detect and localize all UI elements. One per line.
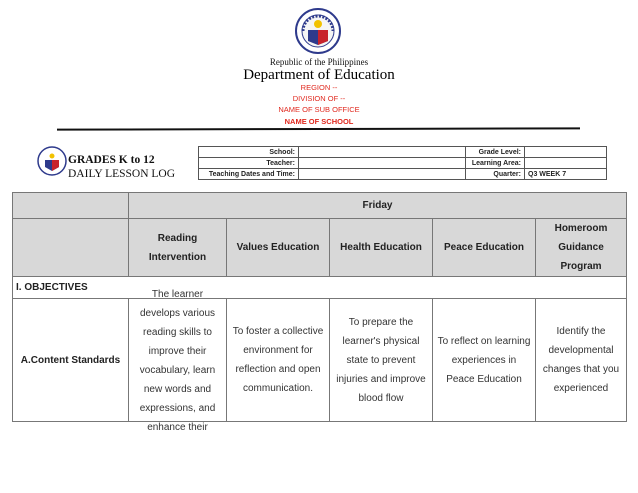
teaching-dates-label: Teaching Dates and Time: bbox=[199, 169, 299, 180]
learning-area-field[interactable] bbox=[525, 158, 607, 169]
subject-header: Peace Education bbox=[433, 219, 536, 277]
school-name-text: NAME OF SCHOOL bbox=[284, 117, 354, 126]
learning-area-label: Learning Area: bbox=[466, 158, 525, 169]
content-standard-text: Identify the developmental changes that you experienced bbox=[542, 326, 620, 394]
subject-header: Reading Intervention bbox=[129, 219, 227, 277]
subject-header: Homeroom Guidance Program bbox=[536, 219, 627, 277]
republic-text: Republic of the Philippines bbox=[269, 57, 369, 67]
content-standard-text: To foster a collective environment for reflection and open communication. bbox=[232, 326, 324, 394]
lesson-log-table bbox=[12, 192, 627, 433]
teacher-label: Teacher: bbox=[199, 158, 299, 169]
content-standard-cell bbox=[227, 299, 330, 422]
school-field[interactable] bbox=[299, 147, 466, 158]
dll-title-line2: DAILY LESSON LOG bbox=[68, 168, 176, 180]
sub-office-text: NAME OF SUB OFFICE bbox=[278, 105, 360, 114]
grade-level-field[interactable] bbox=[525, 147, 607, 158]
department-title: Department of Education bbox=[243, 67, 395, 83]
grade-level-label: Grade Level: bbox=[466, 147, 525, 158]
content-standard-text: To reflect on learning experiences in Peace Education bbox=[437, 335, 531, 385]
objectives-heading: I. OBJECTIVES bbox=[13, 277, 627, 299]
content-standard-text: The learner develops various reading skills to improve their vocabulary, learn new words and expressions, and enhance their bbox=[139, 289, 216, 433]
content-standard-cell bbox=[536, 299, 627, 422]
content-standard-cell bbox=[433, 299, 536, 422]
subject-header: Health Education bbox=[330, 219, 433, 277]
deped-small-seal-icon bbox=[37, 146, 67, 176]
subject-row-label-cell bbox=[13, 219, 129, 277]
info-table bbox=[198, 146, 607, 180]
content-standards-label: A.Content Standards bbox=[13, 299, 129, 422]
content-standard-cell bbox=[129, 289, 227, 433]
region-text: REGION -- bbox=[300, 83, 338, 92]
deped-seal-icon bbox=[295, 8, 341, 54]
quarter-field[interactable]: Q3 WEEK 7 bbox=[525, 169, 607, 180]
division-text: DIVISION OF -- bbox=[292, 94, 346, 103]
corner-cell bbox=[13, 193, 129, 219]
teacher-field[interactable] bbox=[299, 158, 466, 169]
teaching-dates-field[interactable] bbox=[299, 169, 466, 180]
day-header: Friday bbox=[129, 193, 627, 219]
dll-title bbox=[68, 153, 175, 181]
subject-header: Values Education bbox=[227, 219, 330, 277]
header-divider bbox=[57, 127, 580, 130]
content-standard-text: To prepare the learner's physical state to prevent injuries and improve blood flow bbox=[336, 316, 426, 404]
quarter-label: Quarter: bbox=[466, 169, 525, 180]
school-label: School: bbox=[199, 147, 299, 158]
content-standard-cell bbox=[330, 299, 433, 422]
dll-title-line1: GRADES K to 12 bbox=[68, 154, 155, 166]
